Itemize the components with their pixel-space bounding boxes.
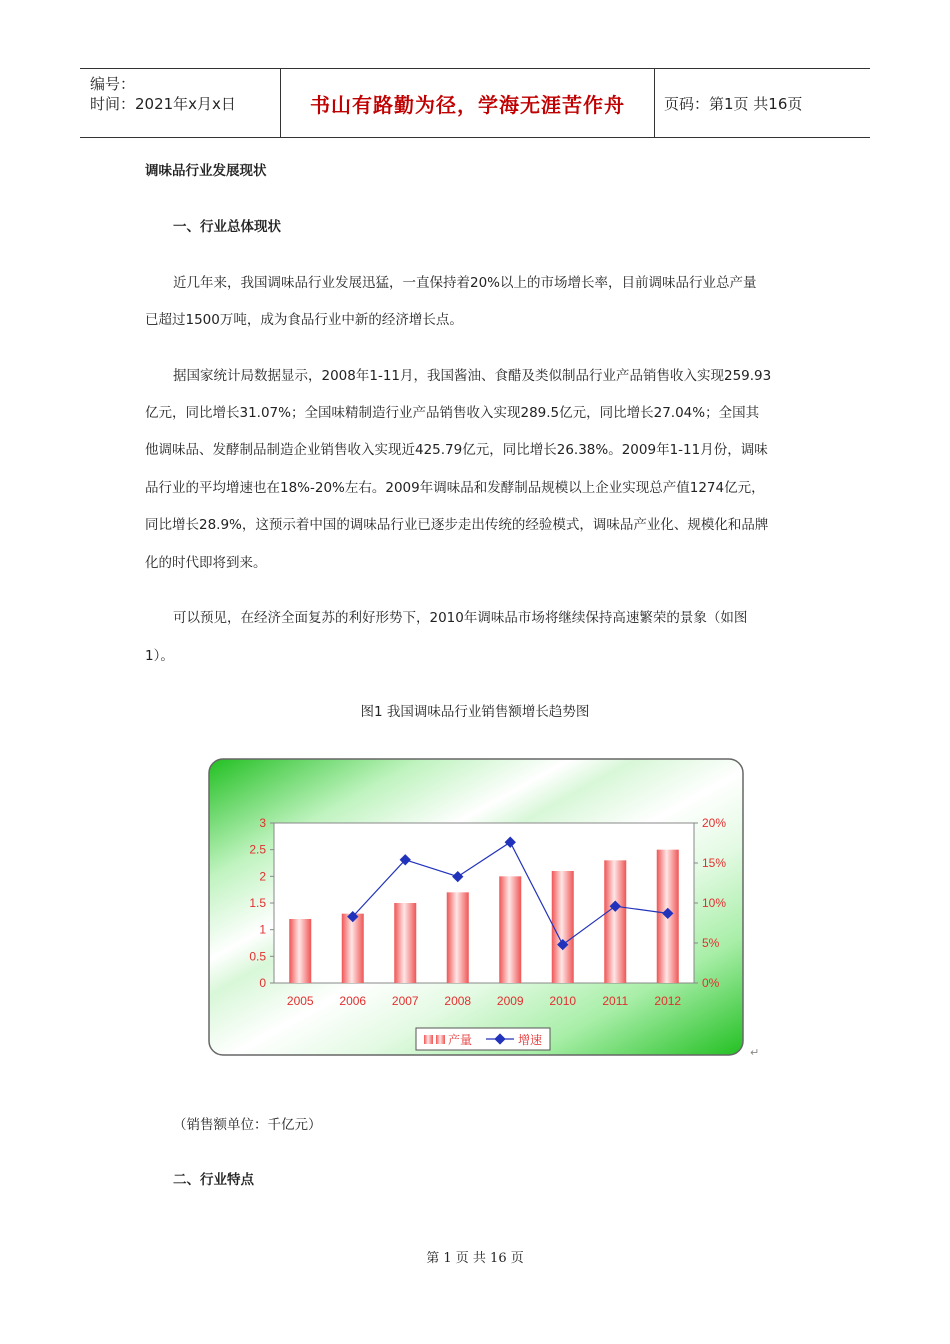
bar-2009 (499, 876, 521, 983)
header-page-label: 页码：第1页 共16页 (664, 95, 803, 113)
right-tick-label: 15% (702, 856, 727, 870)
document-title: 调味品行业发展现状 (145, 163, 267, 179)
x-tick-label: 2007 (391, 994, 419, 1008)
unit-note: （销售额单位：千亿元） (173, 1117, 322, 1133)
right-tick-label: 10% (702, 896, 727, 910)
bar-2005 (289, 919, 311, 983)
x-tick-label: 2009 (496, 994, 524, 1008)
legend-bar-swatch (424, 1035, 433, 1044)
x-tick-label: 2010 (549, 994, 577, 1008)
plot-area (274, 823, 694, 983)
right-tick-label: 20% (702, 816, 727, 830)
paragraph-line: 近几年来，我国调味品行业发展迅猛，一直保持着20%以上的市场增长率，目前调味品行业总产量 (173, 275, 757, 291)
left-tick-label: 2 (259, 869, 266, 884)
paragraph-line: 品行业的平均增速也在18%-20%左右。2009年调味品和发酵制品规模以上企业实现总产值1274亿元， (145, 480, 765, 496)
paragraph-line: 亿元，同比增长31.07%；全国味精制造行业产品销售收入实现289.5亿元，同比增长27.04%；全国其 (145, 405, 760, 421)
paragraph-line: 已超过1500万吨，成为食品行业中新的经济增长点。 (145, 312, 463, 328)
legend-label-growth: 增速 (518, 1033, 543, 1047)
paragraph-line: 同比增长28.9%，这预示着中国的调味品行业已逐步走出传统的经验模式，调味品产业化、规模化和品牌 (145, 517, 769, 533)
page-footer: 第 1 页 共 16 页 (426, 1251, 524, 1266)
left-tick-label: 2.5 (249, 842, 266, 857)
header-motto: 书山有路勤为径，学海无涯苦作舟 (310, 93, 625, 117)
header-divider (654, 69, 655, 137)
paragraph-line: 据国家统计局数据显示，2008年1-11月，我国酱油、食醋及类似制品行业产品销售收入实现259.93 (173, 368, 772, 384)
left-tick-label: 1.5 (249, 896, 266, 910)
bar-2008 (447, 892, 469, 983)
x-tick-label: 2005 (286, 994, 314, 1008)
bar-2010 (552, 871, 574, 983)
x-tick-label: 2008 (444, 994, 472, 1008)
return-mark: ↵ (750, 1046, 760, 1059)
x-tick-label: 2012 (654, 994, 682, 1008)
header-number-label: 编号： (90, 75, 136, 93)
paragraph-line: 可以预见，在经济全面复苏的利好形势下，2010年调味品市场将继续保持高速繁荣的景象（如图 (173, 610, 748, 626)
x-tick-label: 2006 (339, 994, 367, 1008)
document-header (80, 68, 870, 138)
legend-bar-swatch (436, 1035, 445, 1044)
header-meta-cell (80, 69, 280, 137)
left-tick-label: 1 (259, 922, 266, 937)
legend-label-output: 产量 (448, 1033, 473, 1047)
figure-caption: 图1 我国调味品行业销售额增长趋势图 (360, 704, 590, 720)
x-tick-label: 2011 (602, 994, 629, 1008)
left-tick-label: 0 (259, 976, 266, 990)
chart-svg (208, 758, 744, 1056)
section-heading: 一、行业总体现状 (173, 219, 281, 235)
header-time-label: 时间：2021年x月x日 (90, 95, 236, 113)
left-tick-label: 3 (259, 816, 266, 830)
section-heading: 二、行业特点 (173, 1172, 254, 1188)
bar-2011 (604, 860, 626, 983)
left-tick-label: 0.5 (249, 949, 266, 964)
bar-2006 (342, 914, 364, 983)
right-tick-label: 5% (702, 936, 720, 950)
right-tick-label: 0% (702, 976, 720, 990)
paragraph-line: 化的时代即将到来。 (145, 555, 267, 571)
sales-trend-chart (208, 758, 744, 1056)
paragraph-line: 1）。 (145, 648, 174, 664)
paragraph-line: 他调味品、发酵制品制造企业销售收入实现近425.79亿元，同比增长26.38%。2009年1-11月份，调味 (145, 442, 768, 458)
bar-2007 (394, 903, 416, 983)
